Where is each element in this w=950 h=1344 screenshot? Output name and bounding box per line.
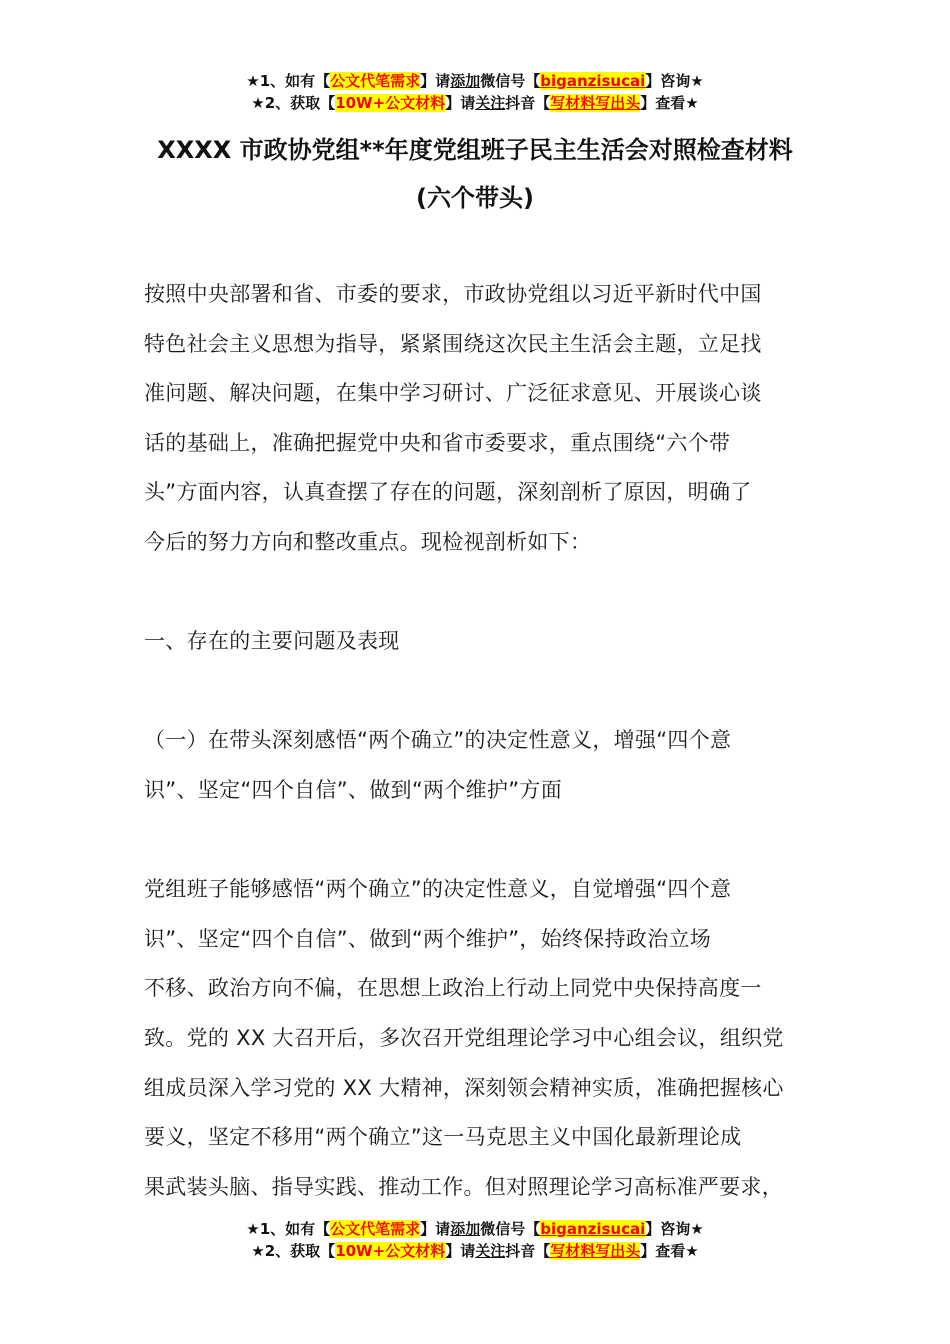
bottom-promo-banner (0, 1218, 950, 1262)
promo-highlight: 10W+公文材料 (335, 1242, 446, 1260)
promo-line-2 (0, 1240, 950, 1262)
promo-underlined-text: 添加 (450, 1220, 481, 1238)
promo-text: ★2、获取【 (251, 94, 336, 112)
body-line: 组成员深入学习党的 XX 大精神，深刻领会精神实质，准确把握核心 (144, 1075, 784, 1100)
section-heading: 一、存在的主要问题及表现 (144, 629, 400, 654)
promo-text: ★2、获取【 (251, 1242, 336, 1260)
promo-highlight: 10W+公文材料 (335, 94, 446, 112)
promo-wechat-id: biganzisucai (540, 72, 646, 90)
body-line: 不移、政治方向不偏，在思想上政治上行动上同党中央保持高度一 (144, 976, 762, 1001)
body-line: 党组班子能够感悟“两个确立”的决定性意义，自觉增强“四个意 (144, 877, 732, 902)
document-body (144, 270, 814, 1212)
promo-text: 微信号【 (480, 72, 541, 90)
body-line: 果武装头脑、指导实践、推动工作。但对照理论学习高标准严要求， (144, 1174, 783, 1199)
document-subtitle: (六个带头) (416, 184, 534, 212)
promo-line-2 (0, 92, 950, 114)
promo-text: 】请 (420, 1220, 451, 1238)
promo-highlight: 公文代笔需求 (330, 1220, 421, 1238)
promo-text: 微信号【 (480, 1220, 541, 1238)
body-line: 致。党的 XX 大召开后，多次召开党组理论学习中心组会议，组织党 (144, 1025, 784, 1050)
body-line: 今后的努力方向和整改重点。现检视剖析如下： (144, 529, 592, 554)
top-promo-banner (0, 70, 950, 114)
promo-text: 抖音【 (505, 94, 551, 112)
promo-text: 】咨询★ (645, 1220, 704, 1238)
promo-underlined-text: 添加 (450, 72, 481, 90)
promo-douyin-id: 写材料写出头 (550, 94, 641, 112)
body-line: 识”、坚定“四个自信”、做到“两个维护”，始终保持政治立场 (144, 926, 712, 951)
promo-text: 】请 (420, 72, 451, 90)
promo-highlight: 公文代笔需求 (330, 72, 421, 90)
blank-line (144, 816, 814, 866)
body-line: 准问题、解决问题，在集中学习研讨、广泛征求意见、开展谈心谈 (144, 381, 762, 406)
promo-douyin-id: 写材料写出头 (550, 1242, 641, 1260)
body-line: 特色社会主义思想为指导，紧紧围绕这次民主生活会主题，立足找 (144, 331, 762, 356)
promo-underlined-text: 关注 (475, 1242, 506, 1260)
body-line: 头”方面内容，认真查摆了存在的问题，深刻剖析了原因，明确了 (144, 480, 752, 505)
blank-line (144, 568, 814, 618)
promo-text: 】查看★ (640, 94, 699, 112)
promo-text: 】咨询★ (645, 72, 704, 90)
promo-text: ★1、如有【 (246, 1220, 331, 1238)
promo-line-1 (0, 1218, 950, 1240)
promo-text: ★1、如有【 (246, 72, 331, 90)
promo-wechat-id: biganzisucai (540, 1220, 646, 1238)
promo-text: 】请 (445, 94, 476, 112)
subsection-heading: 识”、坚定“四个自信”、做到“两个维护”方面 (144, 777, 562, 802)
blank-line (144, 667, 814, 717)
promo-text: 抖音【 (505, 1242, 551, 1260)
document-title: XXXX 市政协党组**年度党组班子民主生活会对照检查材料 (157, 136, 793, 164)
body-line: 话的基础上，准确把握党中央和省市委要求，重点围绕“六个带 (144, 430, 731, 455)
promo-text: 】查看★ (640, 1242, 699, 1260)
body-line: 要义，坚定不移用“两个确立”这一马克思主义中国化最新理论成 (144, 1125, 742, 1150)
body-line: 按照中央部署和省、市委的要求，市政协党组以习近平新时代中国 (144, 282, 762, 306)
promo-text: 】请 (445, 1242, 476, 1260)
subsection-heading: （一）在带头深刻感悟“两个确立”的决定性意义，增强“四个意 (144, 728, 732, 753)
promo-underlined-text: 关注 (475, 94, 506, 112)
promo-line-1 (0, 70, 950, 92)
